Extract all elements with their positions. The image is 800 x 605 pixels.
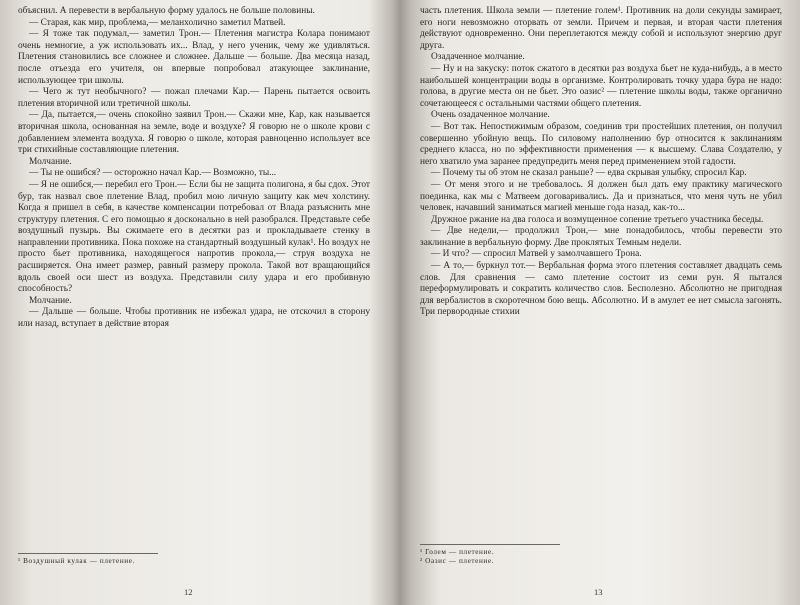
right-page-text bbox=[420, 6, 782, 319]
page-number-left: 12 bbox=[184, 587, 193, 597]
paragraph: — Вот так. Непостижимым образом, соединив три простейших плетения, он получил совершенно убойную вещь. По силовому наполнению бур относится к заклинаниям среднего класса, но по эффективности применения — к высшему. Слава Создателю, у него хватило ума заранее предупредить меня перед применением этой гадости. bbox=[420, 121, 782, 167]
right-page bbox=[420, 6, 782, 576]
footnote: ¹ Воздушный кулак — плетение. bbox=[18, 557, 135, 565]
paragraph: объяснил. А перевести в вербальную форму удалось не больше половины. bbox=[18, 6, 315, 16]
paragraph: — Дальше — больше. Чтобы противник не избежал удара, не отскочил в сторону или назад, вступает в действие вторая bbox=[18, 307, 370, 330]
left-footnotes bbox=[18, 553, 158, 566]
left-page-text bbox=[18, 6, 370, 331]
paragraph: Очень озадаченное молчание. bbox=[431, 110, 550, 121]
paragraph: — От меня этого и не требовалось. Я должен был дать ему практику магического поединка, как мы с Матвеем договаривались. Да и признаться, что меня чуть не убил человек, начавший заниматься магией меньше года назад, как-то... bbox=[420, 179, 782, 214]
paragraph: — А то,— буркнул тот.— Вербальная форма этого плетения составляет двадцать семь слов. Для сравнения — само плетение состоит из семи рун. Я пытался переформулировать и сократить количество слов. Бесполезно. Абсолютно не пригодная для вербалистов в скоротечном бою вещь. Абсолютно. И в амулет ее нет смысла загонять. Три первородные стихии bbox=[420, 261, 782, 318]
paragraph: часть плетения. Школа земли — плетение голем¹. Противник на доли секунды замирает, его ноги невозможно оторвать от земли. Причем и первая, и вторая части плетения действуют одновременно. Они переплетаются между собой и используют энергию друг друга. bbox=[420, 6, 782, 51]
paragraph: — Чего ж тут необычного? — пожал плечами Кар.— Парень пытается освоить плетения вторичной или третичной школы. bbox=[18, 87, 370, 109]
paragraph: — Да, пытается,— очень спокойно заявил Трон.— Скажи мне, Кар, как называется вторичная школа, основанная на земле, воде и воздухе? Я говорю не о школе крови с добавлением элемента воздуха. Я говорю о школе, которая равноценно использует все три стихийные составляющие плетения. bbox=[18, 110, 370, 156]
paragraph: Дружное ржание на два голоса и возмущенное сопение третьего участника беседы. bbox=[431, 214, 764, 225]
paragraph: — Я тоже так подумал,— заметил Трон.— Плетения магистра Колара понимают очень немногие, а уж использовать их... Влад, у него ученик, чему же удивляться. Плетения становились все сложнее и сложнее. Дальше — больше. Два месяца назад, после отъезда его учителя, он впервые попробовал атакующее заклинание, использующее три школы. bbox=[18, 29, 370, 86]
right-footnotes bbox=[420, 544, 560, 566]
left-page bbox=[18, 6, 370, 576]
paragraph: — Я не ошибся,— перебил его Трон.— Если бы не защита полигона, я бы сдох. Этот бур, так назвал свое плетение Влад, пробил мою личную защиту как меч холстину. Когда я пришел в себя, в качестве компенсации потребовал от Влада разъяснить мне структуру плетения. С его помощью я досконально в ней разобрался. Представьте себе воздушный пузырь. Вы сжимаете его в десятки раз и прокладываете стенку в направлении противника. Пока похоже на стандартный воздушный кулак¹. Но воздух не просто бьет противника, находящегося напротив прокола,— струя воздуха не расширяется. Она имеет размер, равный размеру прокола. Такой вот вращающийся вдоль своей оси шест из воздуха. Представили силу удара и его пробивную способность? bbox=[18, 179, 370, 295]
footnote: ² Оазис — плетение. bbox=[420, 557, 495, 565]
paragraph: Молчание. bbox=[29, 156, 72, 167]
footnote: ¹ Голем — плетение. bbox=[420, 548, 495, 556]
paragraph: — Ты не ошибся? — осторожно начал Кар.— Возможно, ты... bbox=[29, 168, 277, 179]
paragraph: — Почему ты об этом не сказал раньше? — едва скрывая улыбку, спросил Кар. bbox=[431, 168, 747, 179]
paragraph: — Старая, как мир, проблема,— меланхолично заметил Матвей. bbox=[29, 17, 286, 28]
paragraph: Молчание. bbox=[29, 295, 72, 306]
paragraph: Озадаченное молчание. bbox=[431, 52, 525, 63]
paragraph: — Ну и на закуску: поток сжатого в десятки раз воздуха бьет не куда-нибудь, а в место наибольшей концентрации воды в организме. Контролировать точку удара бура не надо: голова, в другие места он не бьет. Это оазис² — плетение школы воды, также органично сочетающееся с остальными частями общего плетения. bbox=[420, 63, 782, 109]
paragraph: — И что? — спросил Матвей у замолчавшего Трона. bbox=[431, 249, 642, 260]
page-number-right: 13 bbox=[594, 587, 603, 597]
paragraph: — Две недели,— продолжил Трон,— мне понадобилось, чтобы перевести это заклинание в вербальную форму. Две проклятых Темным недели. bbox=[420, 226, 782, 248]
